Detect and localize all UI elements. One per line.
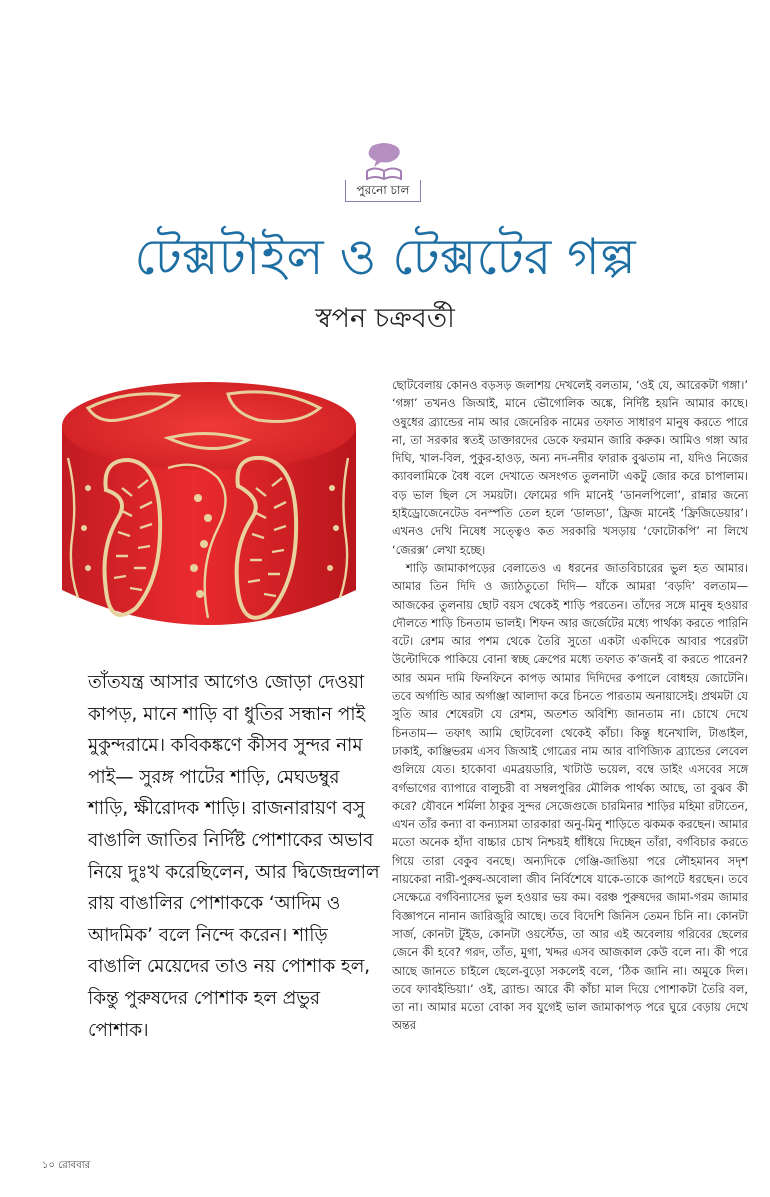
article-body <box>392 376 748 1035</box>
pull-quote: তাঁতযন্ত্র আসার আগেও জোড়া দেওয়া কাপড়, মানে শাড়ি বা ধুতির সন্ধান পাই মুকুন্দরামে। কবিকঙ্কণে কীসব সুন্দর নাম পাই— সুরঙ্গ পাটের শাড়ি, মেঘডম্বুর শাড়ি, ক্ষীরোদক শাড়ি। রাজনারায়ণ বসু বাঙালি জাতির নির্দিষ্ট পোশাকের অভাব নিয়ে দুঃখ করেছিলেন, আর দ্বিজেন্দ্রলাল রায় বাঙালির পোশাককে ‘আদিম ও আদমিক’ বলে নিন্দে করেন। শাড়ি বাঙালি মেয়েদের তাও নয় পোশাক হল, কিন্তু পুরুষদের পোশাক হল প্রভুর পোশাক। <box>88 672 380 1041</box>
body-paragraph: ছোটবেলায় কোনও বড়সড় জলাশয় দেখলেই বলতাম, ‘ওই যে, আরেকটা গঙ্গা।’ ‘গঙ্গা’ তখনও জিআই, মানে ভৌগোলিক অঙ্কে, নির্দিষ্ট হয়নি আমার কাছে। ওষুধের ব্র্যান্ডের নাম আর জেনেরিক নামের তফাত সাধারণ মানুষ করতে পারে না, তা সরকার স্বতই ডাক্তারদের ডেকে ফরমান জারি করুক। আমিও গঙ্গা আর দিঘি, খাল-বিল, পুকুর-হাওড়, অন্য নদ-নদীর ফারাক বুঝতাম না, যদিও নিজের ক্যাবলামিকে বৈধ বলে দেখাতে অসংগত তুলনাটা একটু জোর করে চাপালাম। বড় ভাল ছিল সে সময়টা। ফোমের গদি মানেই ‘ডানলপিলো’, রান্নার জন্যে হাইড্রোজেনেটেড বনস্পতি তেল হলে ‘ডালডা’, ফ্রিজ মানেই ‘ফ্রিজিডেয়ার’। এখনও দেখি নিষেধ সত্ত্বেও কত সরকারি খসড়ায় ‘ফোটোকপি’ না লিখে ‘জেরক্স’ লেখা হচ্ছে। <box>392 378 748 557</box>
section-badge <box>345 142 423 204</box>
badge-label: পুরনো চাল <box>345 180 421 202</box>
embroidered-red-cap-image <box>48 368 370 646</box>
article-title: টেক্সটাইল ও টেক্সটের গল্প <box>134 228 636 286</box>
author-name: স্বপন চক্রবর্তী <box>315 303 455 334</box>
page-footer: ১০ রোববার <box>42 1160 91 1171</box>
body-paragraph: শাড়ি জামাকাপড়ের বেলাতেও এ ধরনের জাতবিচারের ভুল হত আমার। আমার তিন দিদি ও জ্যাঠতুতো দিদি— যাঁকে আমরা ‘বড়দি’ বলতাম— আজকের তুলনায় ছোট বয়স থেকেই শাড়ি পরতেন। তাঁদের সঙ্গে মানুষ হওয়ার দৌলতে শাড়ি চিনতাম ভালই। শিফন আর জর্জেটের মধ্যে পার্থক্য করতে পারিনি বটে। রেশম আর পশম থেকে তৈরি সুতো একটা একদিকে আবার পরেরটা উল্টোদিকে পাকিয়ে বোনা স্বচ্ছ ক্রেপের মধ্যে তফাত ক’জনই বা করতে পারেন? আর অমন দামি ফিনফিনে কাপড় আমার দিদিদের কপালে বোধহয় জোটেনি। তবে অর্গান্ডি আর অর্গাঞ্জা আলাদা করে চিনতে পারতাম অনায়াসেই। প্রথমটা যে সুতি আর শেষেরটা যে রেশম, অতশত অবিশ্যি জানতাম না। চোখে দেখে চিনতাম— তফাৎ আমি ছোটবেলা থেকেই কাঁচা। কিন্তু ধনেখালি, টাঙাইল, ঢাকাই, কাঞ্জিভরম এসব জিআই গোত্রের নাম আর বাণিজ্যিক ব্র্যান্ডের লেবেল গুলিয়ে যেত। হাকোবা এমব্রয়ডারি, খাটাউ ভয়েল, বম্বে ডাইং এসবের সঙ্গে বর্গভাগের ব্যাপারে বালুচরী বা সম্বলপুরির মৌলিক পার্থক্য আছে, তা বুঝব কী করে? যৌবনে শর্মিলা ঠাকুর সুন্দর সেজেগুজে চারমিনার শাড়ির মহিমা রটাতেন, এখন তাঁর কন্যা বা কন্যাসমা তারকারা অনু-মিনু শাড়িতে ঝকমক করছেন। আমার মতো অনেক হাঁদা বাচ্চার চোখ নিশ্চয়ই ধাঁধিয়ে দিচ্ছেন তাঁরা, বর্গবিচার করতে গিয়ে তারা বেকুব বনছে। অন্যদিকে গেঞ্জি-জাঙিয়া পরে লৌহমানব সদৃশ নায়কেরা নারী-পুরুষ-অবোলা জীব নির্বিশেষে যাকে-তাকে জাপটে ধরছেন। তবে সেক্ষেত্রে বর্গবিন্যাসের ভুল হওয়ার ভয় কম। বরঞ্চ পুরুষদের জামা-গরম জামার বিজ্ঞাপনে নানান জারিজুরি আছে। তবে বিদেশি জিনিস তেমন চিনি না। কোনটা সার্জ, কোনটা টুইড, কোনটা ওয়র্স্টেড, তা আর এই অবেলায় গরিবের ছেলের জেনে কী হবে? গরদ, তাঁত, মুগা, খদ্দর এসব আজকাল কেউ বলে না। কী পরে আছে জানতে চাইলে ছেলে-বুড়ো সকলেই বলে, ‘ঠিক জানি না। অমুকে দিল। তবে ফ্যাবইন্ডিয়া।’ ওই, ব্র্যান্ড। আরে কী কাঁচা মাল দিয়ে পোশাকটা তৈরি বল, তা না। আমার মতো বোকা সব যুগেই ভাল জামাকাপড় পরে ঘুরে বেড়ায় দেখে অন্তর <box>392 560 748 1033</box>
book-speech-bubble-icon <box>345 142 423 182</box>
